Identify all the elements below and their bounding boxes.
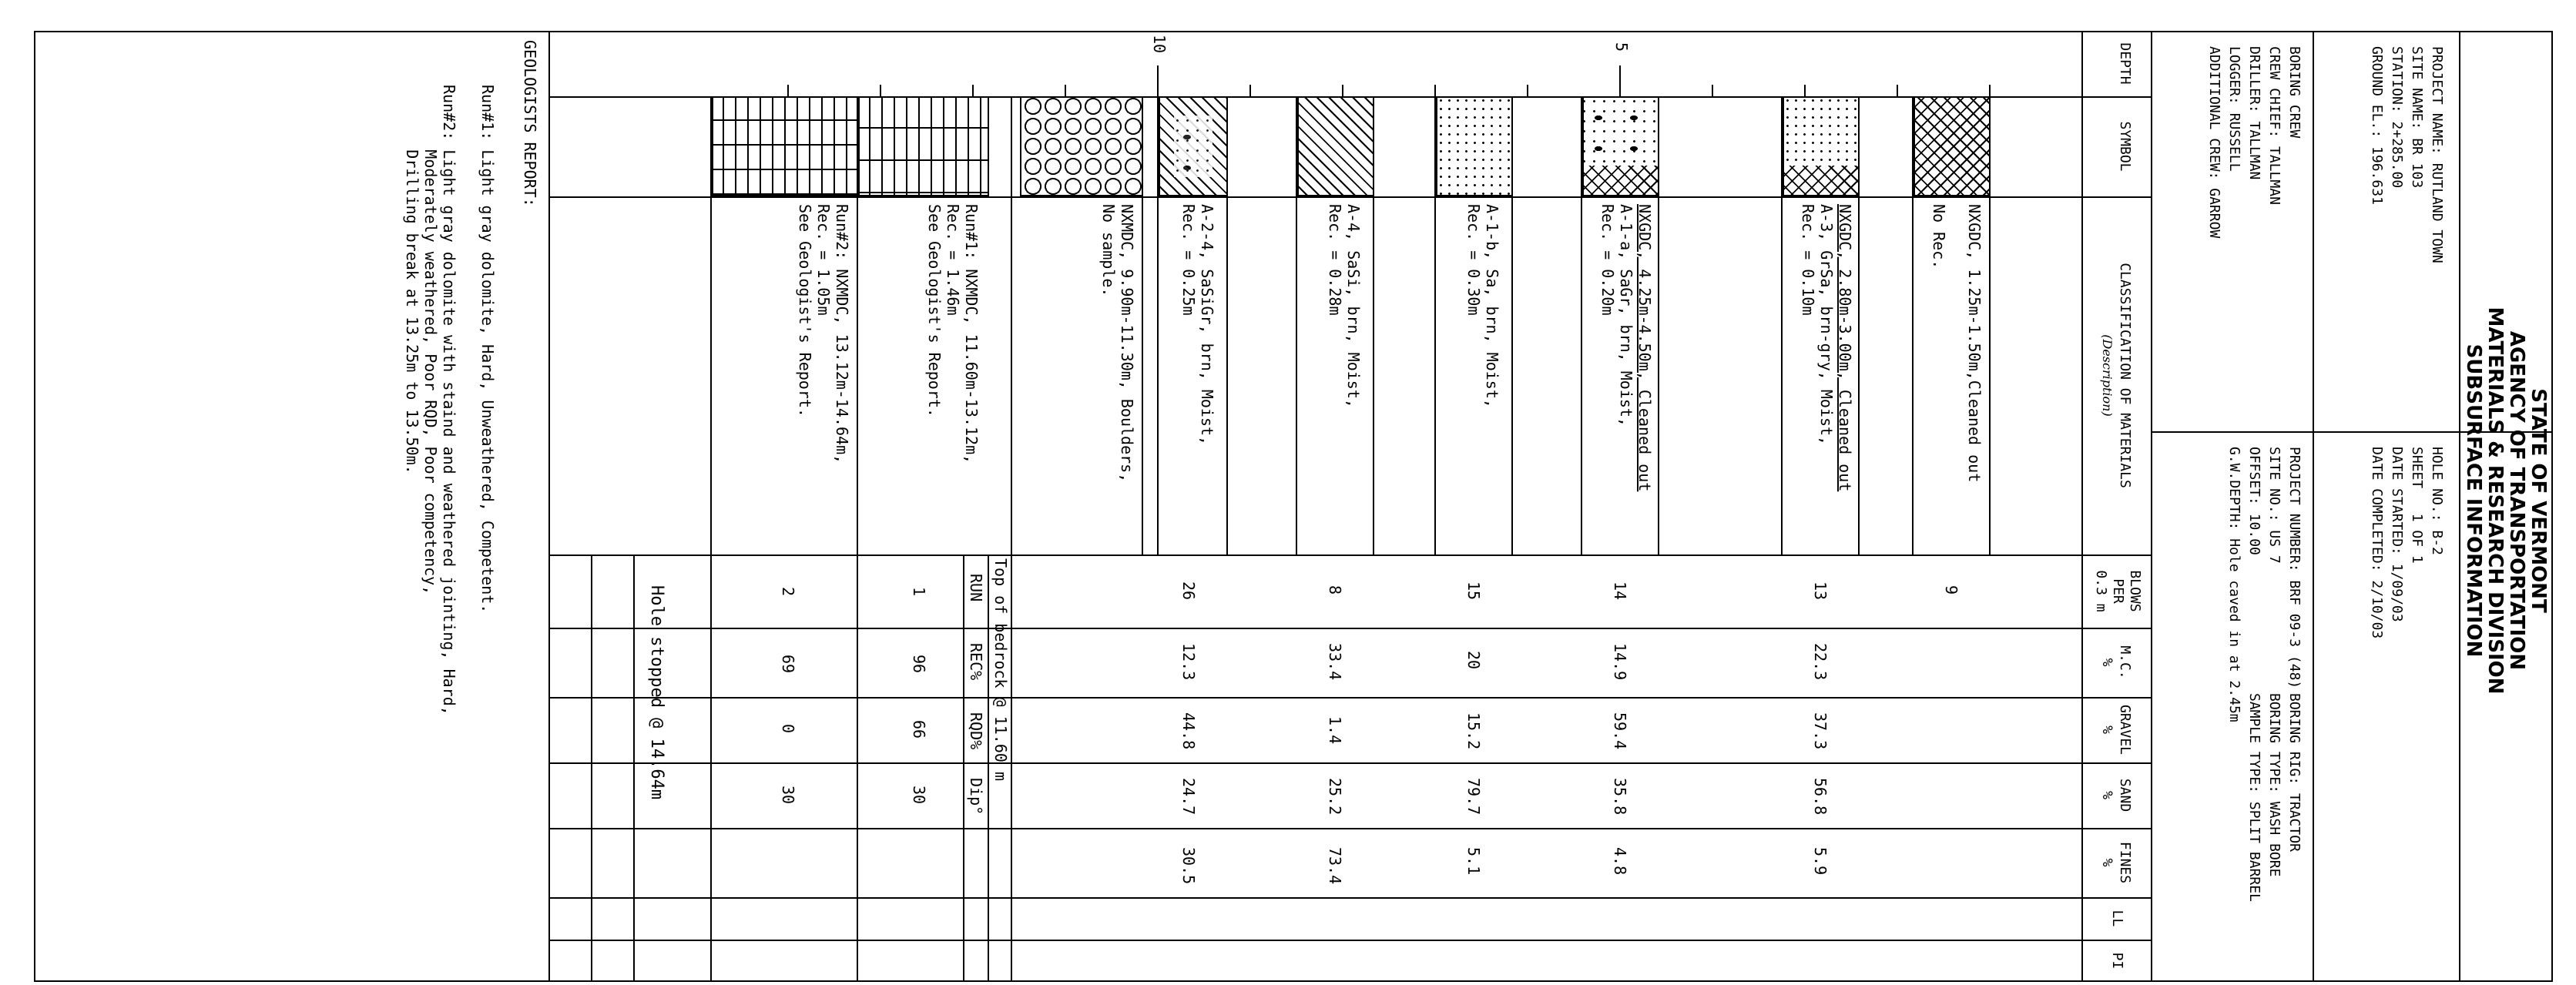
blows-header-per: PER bbox=[2110, 578, 2126, 604]
run-2-number: 2 bbox=[779, 587, 797, 597]
depth-tick bbox=[1804, 85, 1806, 96]
depth-tick bbox=[1989, 85, 1991, 96]
layer-2-desc-3: Rec. = 0.10m bbox=[1799, 204, 1817, 316]
site-no: SITE NO.: US 7 bbox=[2266, 447, 2283, 564]
depth-tick bbox=[1249, 85, 1251, 96]
run-2-rec: 69 bbox=[779, 655, 797, 674]
layer-2-bottom bbox=[1781, 96, 1783, 554]
layer-2-top bbox=[1858, 96, 1860, 554]
layer-3-desc-3: Rec. = 0.20m bbox=[1598, 204, 1617, 316]
layer-2-gravel: 37.3 bbox=[1811, 712, 1830, 750]
project-number: PROJECT NUMBER: BRF 09-3 (48) bbox=[2286, 447, 2303, 689]
layer-6-top bbox=[1226, 96, 1228, 554]
layer-5-desc-2: Rec. = 0.28m bbox=[1326, 204, 1344, 316]
header-divider bbox=[2151, 31, 2152, 982]
rqd-header: RQD% bbox=[967, 712, 985, 750]
depth-header: DEPTH bbox=[2117, 42, 2133, 85]
crew-chief: CREW CHIEF: TALLMAN bbox=[2266, 46, 2283, 205]
layer-3-sand: 35.8 bbox=[1611, 778, 1629, 816]
soil-symbol-6-border bbox=[1159, 96, 1228, 196]
layer-5-mc: 33.4 bbox=[1326, 643, 1344, 681]
mc-header: M.C. bbox=[2117, 645, 2133, 679]
layer-2-fines: 5.9 bbox=[1811, 847, 1830, 876]
geologist-line-2: Run#2: Light gray dolomite with staind and weathered jointing, Hard, bbox=[440, 85, 458, 715]
depth-label-5: 5 bbox=[1612, 42, 1631, 52]
layer-5-top bbox=[1373, 96, 1374, 554]
station: STATION: 2+285.00 bbox=[2389, 46, 2405, 189]
driller: DRILLER: TALLMAN bbox=[2246, 46, 2262, 180]
layer-3-desc-1: NXGDC, 4.25m-4.50m, Cleaned out bbox=[1635, 204, 1654, 492]
blows-header-unit: 0.3 m bbox=[2093, 570, 2109, 612]
description-header: (Description) bbox=[2100, 334, 2115, 417]
layer-4-desc-1: A-1-b, Sa, brn, Moist, bbox=[1483, 204, 1501, 408]
col-div-blows bbox=[550, 628, 2152, 629]
header-title-4: SUBSURFACE INFORMATION bbox=[2462, 343, 2485, 658]
depth-tick-major bbox=[1157, 65, 1159, 96]
layer-3-fines: 4.8 bbox=[1611, 847, 1629, 876]
table-row-line bbox=[633, 554, 635, 982]
site-name: SITE NAME: BR 103 bbox=[2409, 46, 2425, 189]
layer-3-bottom bbox=[1581, 96, 1582, 554]
boring-type: BORING TYPE: WASH BORE bbox=[2266, 693, 2283, 877]
layer-6-desc-1: A-2-4, SaSiGr, brn, Moist, bbox=[1198, 204, 1216, 446]
depth-tick bbox=[972, 85, 974, 96]
run-1-desc-3: See Geologist's Report. bbox=[925, 204, 944, 417]
depth-tick bbox=[1897, 85, 1898, 96]
run-2-desc-3: See Geologist's Report. bbox=[796, 204, 814, 417]
rock-header-line bbox=[963, 554, 964, 982]
column-header-bottom bbox=[2081, 31, 2083, 982]
layer-6-fines: 30.5 bbox=[1179, 847, 1198, 885]
layer-1-bottom bbox=[1912, 96, 1914, 554]
ll-header: LL bbox=[2109, 910, 2125, 927]
layer-6-gravel: 44.8 bbox=[1179, 712, 1198, 750]
layer-4-top bbox=[1511, 96, 1513, 554]
dip-header: Dip° bbox=[967, 778, 985, 816]
layer-7-bottom bbox=[1011, 96, 1012, 982]
logger: LOGGER: RUSSELL bbox=[2226, 46, 2242, 172]
layer-4-blows: 15 bbox=[1464, 581, 1483, 601]
layer-6-blows: 26 bbox=[1179, 581, 1198, 601]
layer-7-desc-1: NXMDC, 9.90m-11.30m, Boulders, bbox=[1118, 204, 1136, 483]
depth-tick bbox=[1065, 85, 1066, 96]
gw-depth: G.W.DEPTH: Hole caved in at 2.45m bbox=[2226, 447, 2242, 722]
run-2-desc-1: Run#2: NXMDC, 13.12m-14.64m, bbox=[833, 204, 851, 464]
gravel-header: GRAVEL bbox=[2117, 704, 2133, 756]
date-completed: DATE COMPLETED: 2/10/03 bbox=[2369, 447, 2385, 639]
hole-no: HOLE NO.: B-2 bbox=[2429, 447, 2445, 555]
layer-1-top bbox=[1989, 96, 1991, 554]
soil-symbol-1-border bbox=[1914, 96, 1991, 196]
header-title-1: STATE OF VERMONT bbox=[2527, 388, 2550, 613]
depth-tick bbox=[1527, 85, 1528, 96]
layer-3-gravel: 59.4 bbox=[1611, 712, 1629, 750]
col-div-sand bbox=[550, 828, 2152, 829]
header-info-divider-right bbox=[2313, 431, 2314, 982]
depth-tick bbox=[1342, 85, 1343, 96]
run-2-bottom bbox=[710, 96, 712, 982]
layer-4-fines: 5.1 bbox=[1464, 847, 1483, 876]
bedrock-note: Top of bedrock @ 11.60 m bbox=[991, 558, 1010, 781]
col-div-ll bbox=[550, 940, 2152, 941]
depth-label-10: 10 bbox=[1150, 35, 1169, 54]
depth-tick bbox=[1712, 85, 1713, 96]
fines-header-pct: % bbox=[2099, 858, 2115, 867]
depth-tick bbox=[880, 85, 881, 96]
header-info-divider bbox=[2313, 31, 2314, 431]
col-div-class bbox=[550, 554, 2152, 556]
layer-5-fines: 73.4 bbox=[1326, 847, 1344, 885]
layer-6-sand: 24.7 bbox=[1179, 778, 1198, 816]
layer-3-mc: 14.9 bbox=[1611, 643, 1629, 681]
soil-symbol-2-border bbox=[1783, 96, 1860, 196]
depth-tick bbox=[1434, 85, 1436, 96]
soil-symbol-7-border bbox=[1020, 96, 1143, 196]
soil-symbol-3-border bbox=[1582, 96, 1659, 196]
layer-1-desc-1: NXGDC, 1.25m-1.50m,Cleaned out bbox=[1965, 204, 1984, 483]
layer-2-blows: 13 bbox=[1811, 581, 1830, 601]
project-name: PROJECT NAME: RUTLAND TOWN bbox=[2429, 46, 2445, 263]
layer-5-bottom bbox=[1296, 96, 1297, 554]
col-div-fines bbox=[550, 897, 2152, 899]
sheet-number: SHEET 1 OF 1 bbox=[2409, 447, 2425, 564]
layer-5-sand: 25.2 bbox=[1326, 778, 1344, 816]
layer-7-desc-2: No sample. bbox=[1099, 204, 1118, 297]
geologist-line-1: Run#1: Light gray dolomite, Hard, Unweathered, Competent. bbox=[478, 85, 497, 614]
layer-6-bottom bbox=[1157, 96, 1159, 554]
gravel-header-pct: % bbox=[2099, 725, 2115, 734]
boring-crew: BORING CREW bbox=[2286, 46, 2303, 139]
run-1-desc-2: Rec. = 1.46m bbox=[944, 204, 962, 316]
layer-3-blows: 14 bbox=[1611, 581, 1629, 601]
ground-elevation: GROUND EL.: 196.631 bbox=[2369, 46, 2385, 205]
geologist-line-4: Drilling break at 13.25m to 13.50m. bbox=[403, 85, 421, 474]
run-1-number: 1 bbox=[910, 587, 928, 597]
run-1-rqd: 66 bbox=[910, 720, 928, 739]
run-1-desc-1: Run#1: NXMDC, 11.60m-13.12m, bbox=[962, 204, 981, 464]
soil-symbol-4-border bbox=[1436, 96, 1513, 196]
layer-4-gravel: 15.2 bbox=[1464, 712, 1483, 750]
soil-symbol-5-border bbox=[1297, 96, 1374, 196]
run-1-bottom bbox=[857, 96, 858, 982]
run-2-desc-2: Rec. = 1.05m bbox=[814, 204, 833, 316]
col-div-mc bbox=[550, 697, 2152, 699]
rock-symbol-run-2-border bbox=[712, 96, 858, 196]
layer-3-desc-2: A-1-a, SaGr, brn, Moist, bbox=[1617, 204, 1635, 427]
geologist-report-top bbox=[548, 31, 550, 982]
rec-header: REC% bbox=[967, 643, 985, 681]
header-title-divider bbox=[2459, 31, 2460, 982]
symbol-header: SYMBOL bbox=[2117, 121, 2133, 172]
sand-header: SAND bbox=[2117, 778, 2133, 812]
boring-rig: BORING RIG: TRACTOR bbox=[2286, 693, 2303, 852]
sample-type: SAMPLE TYPE: SPLIT BARREL bbox=[2246, 693, 2262, 902]
geologist-report-heading: GEOLOGISTS REPORT: bbox=[521, 40, 539, 207]
sand-header-pct: % bbox=[2099, 791, 2115, 799]
layer-4-desc-2: Rec. = 0.30m bbox=[1464, 204, 1483, 316]
blows-header: BLOWS bbox=[2127, 570, 2143, 612]
layer-2-mc: 22.3 bbox=[1811, 643, 1830, 681]
run-1-rec: 96 bbox=[910, 655, 928, 674]
pi-header: PI bbox=[2109, 952, 2125, 970]
layer-3-top bbox=[1658, 96, 1659, 554]
table-row-line bbox=[591, 554, 592, 982]
date-started: DATE STARTED: 1/09/03 bbox=[2389, 447, 2405, 622]
offset: OFFSET: 10.00 bbox=[2246, 447, 2262, 555]
layer-7-top bbox=[1142, 96, 1143, 554]
bedrock-line bbox=[988, 554, 989, 982]
run-1-dip: 30 bbox=[910, 786, 928, 805]
header-title-3: MATERIALS & RESEARCH DIVISION bbox=[2484, 307, 2507, 695]
layer-4-sand: 79.7 bbox=[1464, 778, 1483, 816]
hole-stopped: Hole stopped @ 14.64m bbox=[647, 585, 666, 800]
mc-header-pct: % bbox=[2099, 658, 2115, 667]
layer-5-desc-1: A-4, SaSi, brn, Moist, bbox=[1344, 204, 1363, 408]
run-2-rqd: 0 bbox=[779, 724, 797, 734]
run-2-dip: 30 bbox=[779, 786, 797, 805]
layer-1-blows: 9 bbox=[1942, 585, 1961, 595]
rock-symbol-run-1-border bbox=[858, 96, 989, 196]
layer-4-mc: 20 bbox=[1464, 651, 1483, 670]
layer-6-desc-2: Rec. = 0.25m bbox=[1179, 204, 1198, 316]
additional-crew: ADDITIONAL CREW: GARROW bbox=[2206, 46, 2222, 239]
fines-header: FINES bbox=[2117, 841, 2133, 884]
depth-tick-major bbox=[1619, 65, 1621, 96]
run-header: RUN bbox=[967, 574, 985, 602]
layer-2-sand: 56.8 bbox=[1811, 778, 1830, 816]
header-title-2: AGENCY OF TRANSPORTATION bbox=[2505, 330, 2528, 671]
classification-header: CLASSIFICATION OF MATERIALS bbox=[2117, 263, 2133, 488]
layer-2-desc-1: NXGDC, 2.80m-3.00m, Cleaned out bbox=[1836, 204, 1854, 492]
col-div-gravel bbox=[550, 762, 2152, 764]
layer-6-mc: 12.3 bbox=[1179, 643, 1198, 681]
layer-5-blows: 8 bbox=[1326, 585, 1344, 595]
depth-tick bbox=[787, 85, 789, 96]
layer-5-gravel: 1.4 bbox=[1326, 716, 1344, 745]
layer-1-desc-3: No Rec. bbox=[1930, 204, 1948, 270]
layer-2-desc-2: A-3, GrSa, brn-gry, Moist, bbox=[1817, 204, 1836, 446]
layer-4-bottom bbox=[1434, 96, 1436, 554]
geologist-line-3: Moderately weathered, Poor RQD, Poor competency, bbox=[421, 85, 440, 595]
